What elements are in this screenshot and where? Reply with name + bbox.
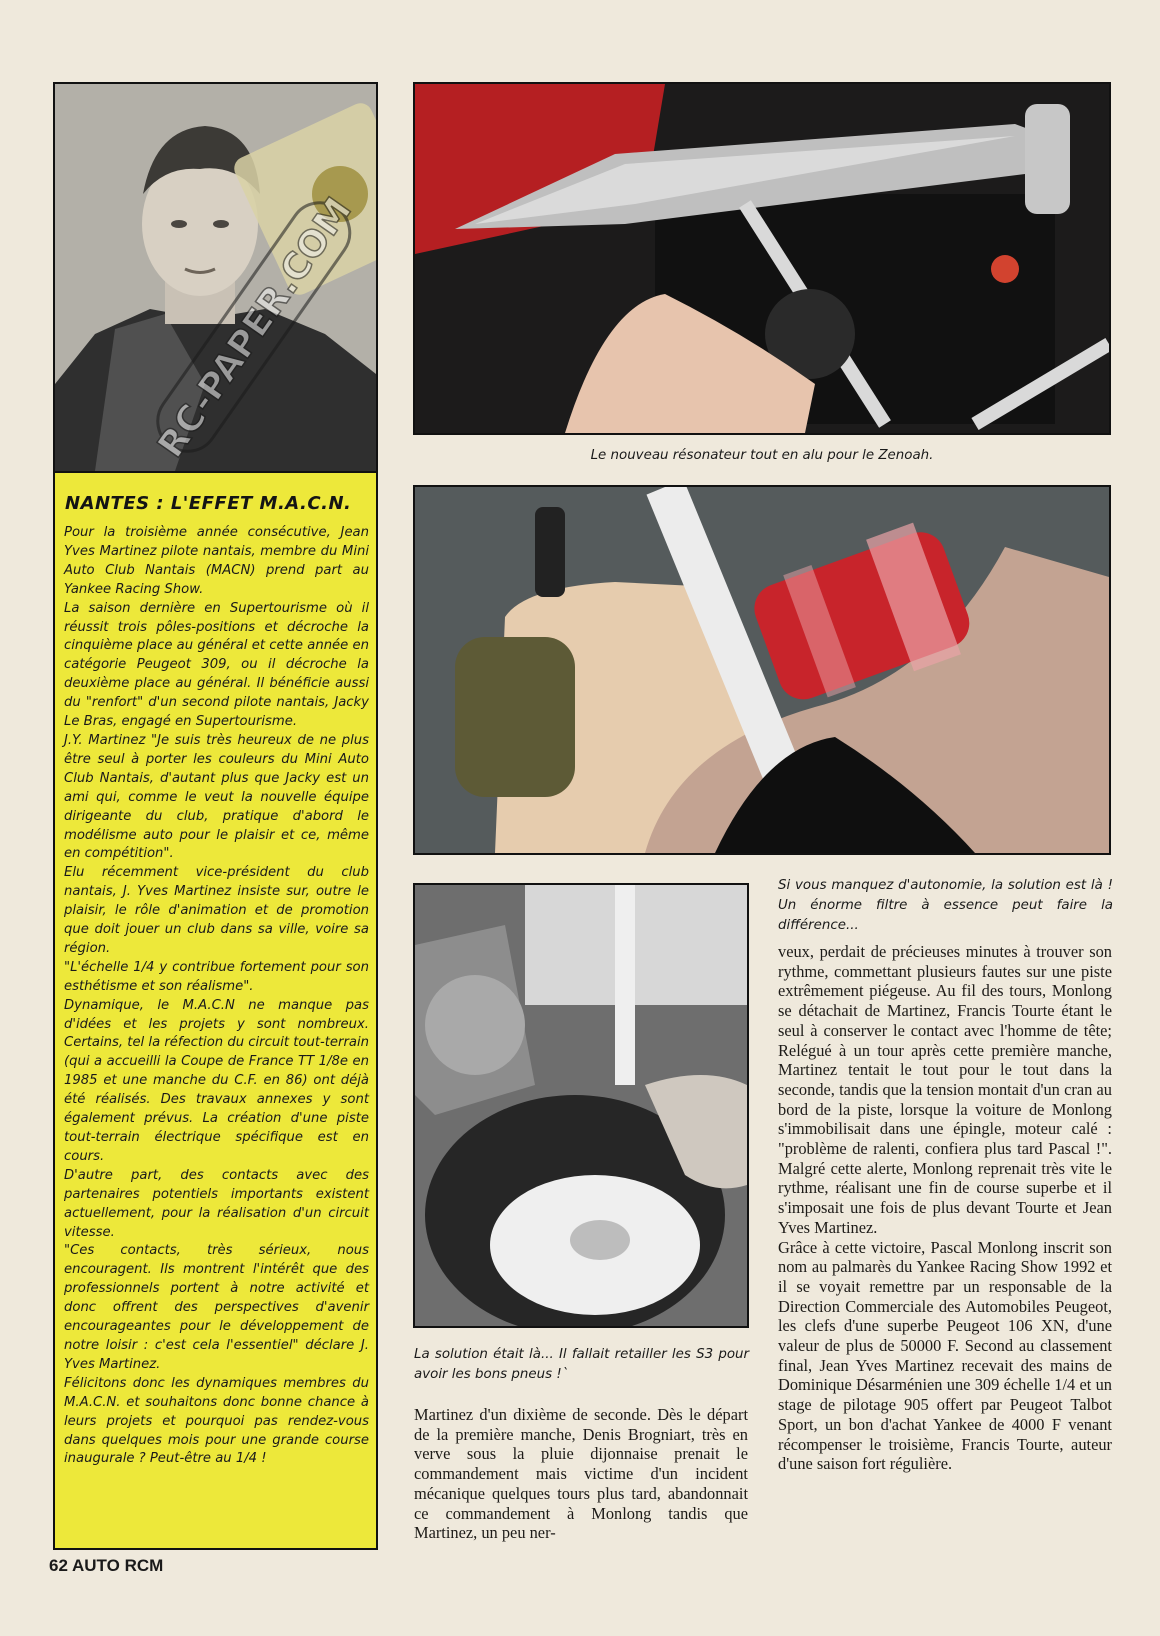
sidebar-paragraph: Dynamique, le M.A.C.N ne manque pas d'idées et les projets y sont nombreux. Certains, tel la réfection du circuit tout-terrain (qui a accueilli la Coupe de France TT 1/8e en 1985 et une manche du C.F. en 86) ont déjà été réalisés. Des travaux annexes y sont également prévus. La création d'une piste tout-terrain électrique spécifique est en cours.	[64, 997, 369, 1164]
sidebar-paragraph: "Ces contacts, très sérieux, nous encouragent. Ils montrent l'intérêt que des professionnels portent à notre activité et donc offrent des perspectives d'avenir encourageantes pour le développement de notre loisir : c'est cela l'essentiel" déclare J. Yves Martinez.	[64, 1243, 369, 1372]
watermark-text: RC-PAPER.COM	[150, 190, 360, 466]
sidebar-paragraph: J.Y. Martinez "Je suis très heureux de ne plus être seul à porter les couleurs du Mini Auto Club Nantais, d'autant plus que Jacky est un ami qui, comme le veut la nouvelle équipe dirigeante du club, pratique d'abord le modélisme auto pour le plaisir et ce, même en compétition".	[64, 732, 369, 862]
tyre-photo	[413, 883, 749, 1328]
tyre-image	[415, 885, 747, 1326]
sidebar-body	[64, 524, 369, 1469]
sidebar-paragraph: Elu récemment vice-président du club nantais, J. Yves Martinez insiste sur, outre le plaisir, le rôle d'animation et de promotion que doit jouer un club dans sa ville, voire sa région.	[64, 865, 369, 956]
article-paragraph: Martinez d'un dixième de seconde. Dès le départ de la première manche, Denis Brogniart, très en verve sous la pluie dijonnaise prenait le commandement mais victime d'un incident mécanique quelques tours plus tard, abandonnait ce commandement à Monlong tandis que Martinez, un peu ner-	[414, 1405, 748, 1543]
resonator-image	[415, 84, 1109, 433]
watermark-stamp	[55, 84, 376, 471]
sidebar-box	[53, 82, 378, 1550]
resonator-photo	[413, 82, 1111, 435]
sidebar-paragraph: "L'échelle 1/4 y contribue fortement pour son esthétisme et son réalisme".	[64, 959, 369, 994]
article-column-right	[778, 942, 1112, 1474]
sidebar-paragraph: Pour la troisième année consécutive, Jean Yves Martinez pilote nantais, membre du Mini Auto Club Nantais (MACN) prend part au Yankee Racing Show.	[64, 525, 369, 597]
fuel-filter-caption: Si vous manquez d'autonomie, la solution est là ! Un énorme filtre à essence peut faire la différence...	[778, 878, 1113, 933]
article-paragraph: Grâce à cette victoire, Pascal Monlong inscrit son nom au palmarès du Yankee Racing Show 1992 et il se voyait remettre par un responsable de la Direction Commerciale des Automobiles Peugeot, les clefs d'une superbe Peugeot 106 XN, d'une valeur de plus de 50000 F. Second au classement final, Jean Yves Martinez recevait des mains de Dominique Désarménien une 309 échelle 1/4 et un stage de pilotage 905 offert par Peugeot Talbot Sport, un bon d'achat Yankee de 4000 F venant récompenser le troisième, Francis Tourte, auteur d'une saison fort régulière.	[778, 1237, 1112, 1474]
sidebar-paragraph: D'autre part, des contacts avec des partenaires potentiels importants existent actuellement, pour la réalisation d'un circuit vitesse.	[64, 1167, 369, 1240]
sidebar-heading: NANTES : L'EFFET M.A.C.N.	[65, 493, 352, 514]
tyre-caption: La solution était là... Il fallait retailler les S3 pour avoir les bons pneus !`	[414, 1347, 749, 1382]
fuel-filter-photo	[413, 485, 1111, 855]
resonator-caption: Le nouveau résonateur tout en alu pour le Zenoah.	[590, 448, 934, 463]
article-paragraph: veux, perdait de précieuses minutes à trouver son rythme, commettant plusieurs fautes sur une piste extrêmement piégeuse. Au fil des tours, Monlong se détachait de Martinez, Francis Tourte étant le seul à conserver le contact avec l'homme de tête; Relégué à un tour après cette première manche, Martinez tentait le tout pour le tout dans la seconde, tandis que la tension montait d'un cran au bord de la piste, lorsque la voiture de Monlong s'immobilisait dans une épingle, moteur calé : "problème de ralenti, confiera plus tard Pascal !". Malgré cette alerte, Monlong reprenait très vite le rythme, réalisant une fin de course superbe et il s'imposait une fois de plus devant Tourte et Jean Yves Martinez.	[778, 942, 1112, 1237]
sidebar-paragraph: Félicitons donc les dynamiques membres du M.A.C.N. et souhaitons donc bonne chance à leurs projets et pourquoi pas rendez-vous dans quelques mois pour une grande course inaugurale ? Peut-être au 1/4 !	[64, 1375, 369, 1467]
article-column-middle	[414, 1405, 748, 1543]
portrait-photo	[55, 84, 376, 473]
page-folio: 62 AUTO RCM	[49, 1556, 164, 1575]
sidebar-paragraph: La saison dernière en Supertourisme où il réussit trois pôles-positions et décroche la cinquième place au général et cette année en catégorie Peugeot 309, ou il décroche la deuxième place au général. Il bénéficie aussi du "renfort" d'un second pilote nantais, Jacky Le Bras, engagé en Supertourisme.	[64, 600, 369, 730]
fuel-filter-image	[415, 487, 1109, 853]
